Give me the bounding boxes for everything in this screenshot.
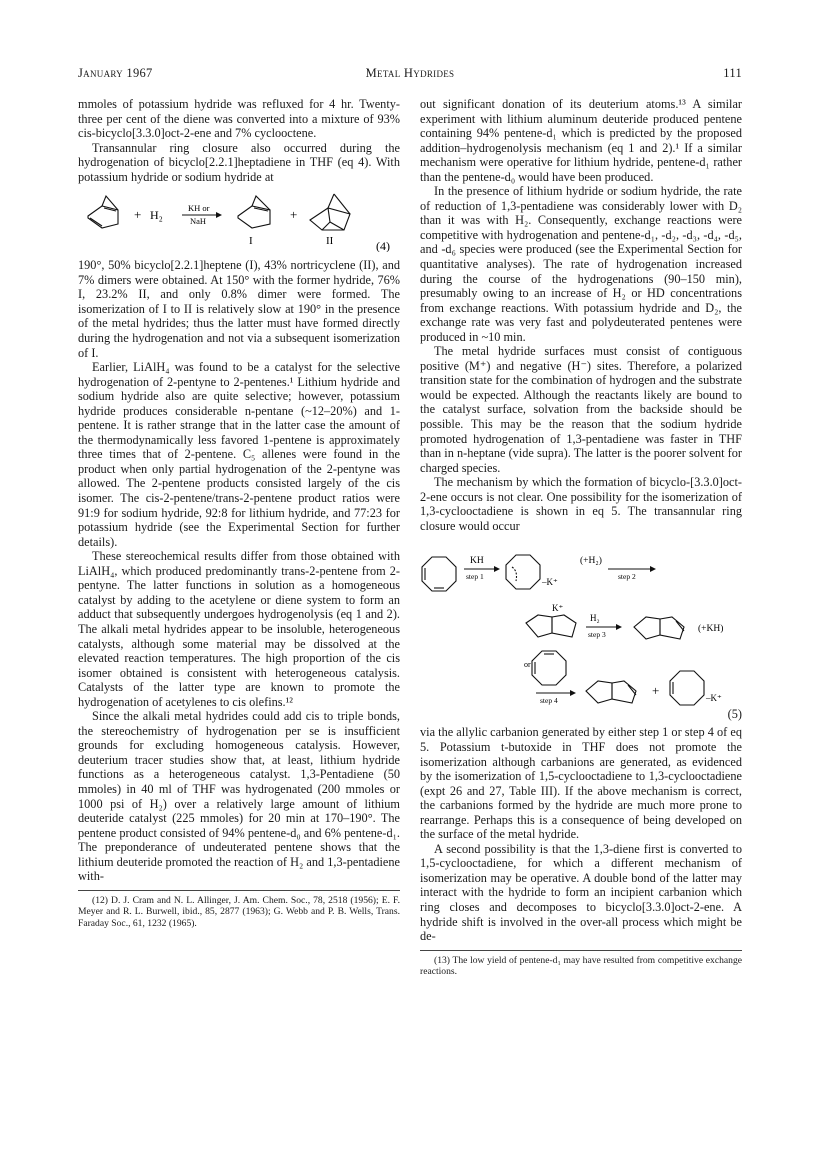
left-column [78, 97, 400, 929]
hydrogen-reagent: H₂ [590, 613, 600, 624]
paragraph: In the presence of lithium hydride or sodium hydride, the rate of reduction of 1,3-pentadiene was considerably lower with D₂ than it was with H₂. Consequently, exchange reactions were competitive with hydrogenation and pentene-d₁, -d₂, -d₃, -d₄, -d₅, and -d₆ species were produced (see the Experimental Section for quantitative analyses). The rate of hydrogenation increased during the course of the hydrogenations (90–150 min), presumably owing to an increase of H₂ or HD concentrations from exchange reactions. With potassium hydride and D₂, the exchange rate was very fast and polydeuterated pentenes were produced in ~10 min. [420, 184, 742, 344]
cyclooctadiene-structure [532, 651, 566, 685]
step3-label: step 3 [588, 630, 606, 640]
plus-sign: + [652, 683, 660, 699]
paragraph: 190°, 50% bicyclo[2.2.1]heptene (I), 43% nortricyclene (II), and 7% dimers were obtained. At 150° with the former hydride, 76% I, 23.2% II, and only 0.8% dimer were formed. The isomerization of I to II is relatively slow at 190° in the presence of the metal hydrides; thus the latter must have formed directly during the hydrogenation and not via a subsequent isomerization of I. [78, 258, 400, 360]
hydrogen-addition: (+H₂) [580, 556, 602, 567]
plus-sign: + [134, 207, 142, 223]
paragraph: A second possibility is that the 1,3-diene first is converted to 1,5-cyclooctadiene, for which a different mechanism of isomerization may be operative. A double bond of the latter may interact with the hydride to form an incipient carbanion which ring closes and decomposes to bicyclo[3.3.0]oct-2-ene. A hydride shift is involved in the over-all process which might be de- [420, 841, 742, 944]
page-number: 111 [723, 66, 742, 80]
step2-label: step 2 [618, 572, 636, 582]
equation-number: (5) [727, 707, 742, 722]
arrow-head [494, 566, 500, 572]
footnote-rule [78, 890, 400, 891]
bicyclic-carbanion-structure [526, 615, 576, 637]
arrow-head [616, 624, 622, 630]
potassium-counterion: –K⁺ [706, 693, 722, 704]
page-header [78, 66, 742, 84]
equation-5-scheme [420, 553, 742, 707]
equation-4-scheme [78, 188, 400, 252]
hydride-regenerated: (+KH) [698, 624, 724, 635]
catalyst-label-bottom: NaH [190, 216, 207, 227]
paragraph: out significant donation of its deuterium atoms.¹³ A similar experiment with lithium aluminum deuteride produced pentene containing 94% pentene-d₁ which is predicted by the proposed addition–hydrogenolysis mechanism (eq 1 and 2).¹ If a similar mechanism were operative for lithium hydride, pentene-d₁ rather than the pentene-d₀ would have been produced. [420, 97, 742, 184]
equation-4 [78, 188, 400, 252]
paragraph: The mechanism by which the formation of bicyclo-[3.3.0]oct-2-ene occurs is not clear. One possibility for the isomerization of 1,3-cyclooctadiene is shown in eq 5. The transannular ring closure would occur [420, 475, 742, 533]
compound-label-I: I [249, 235, 253, 248]
or-label: or [524, 660, 531, 670]
reagent-kh: KH [470, 556, 484, 567]
footnote-13: (13) The low yield of pentene-d₁ may have resulted from competitive exchange reactions. [420, 954, 742, 978]
arrow-head [216, 212, 222, 218]
footnote-12: (12) D. J. Cram and N. L. Allinger, J. Am. Chem. Soc., 78, 2518 (1956); E. F. Meyer and R. L. Burwell, ibid., 85, 2877 (1963); G. Webb and P. B. Wells, Trans. Faraday Soc., 61, 1232 (1965). [78, 894, 400, 929]
journal-date: January 1967 [78, 66, 153, 80]
paragraph: via the allylic carbanion generated by either step 1 or step 4 of eq 5. Potassium t-butoxide in THF does not promote the isomerization although carbanions are generated, as evidenced by the isomerization of 1,5-cyclooctadiene to 1,3-cyclooctadiene (expt 26 and 27, Table III). If the above mechanism is correct, the carbanions formed by the hydride are much more prone to rearrange. Perhaps this is a consequence of being developed on the surface of the metal hydride. [420, 725, 742, 842]
footnote-rule [420, 950, 742, 951]
norbornadiene-structure [88, 196, 118, 228]
bicyclooctene-structure [586, 681, 636, 703]
arrow-head [650, 566, 656, 572]
nortricyclene-structure [310, 194, 350, 230]
arrow-head [570, 690, 576, 696]
allylic-carbanion-structure [670, 671, 704, 705]
plus-sign: + [290, 207, 298, 223]
hydrogen-reagent: H₂ [150, 208, 163, 223]
paragraph: These stereochemical results differ from those obtained with LiAlH₄, which produced predominantly trans-2-pentene from 2-pentyne. The latter functions in solution as a homogeneous catalyst by adding to the acetylene or diene system to form an adduct that subsequently undergoes hydrogenolysis (eq 1 and 2). The alkali metal hydrides appear to be insoluble, heterogeneous catalysts, although some material may be dissolved at the elevated reaction temperatures. The high proportion of the cis isomer obtained is consistent with heterogeneous catalysis. Catalysts of the latter type are known to promote the hydrogenation of acetylenes to cis olefins.¹² [78, 549, 400, 709]
paragraph: Since the alkali metal hydrides could add cis to triple bonds, the stereochemistry of hydrogenation per se is insufficient grounds for excluding homogeneous catalysis. However, deuterium tracer studies show that, at least, lithium hydride functions as a heterogeneous catalyst. 1,3-Pentadiene (50 mmoles) in 40 ml of THF was hydrogenated (200 mmoles or 1000 psi of H₂) over a relatively large amount of lithium deuteride catalyst (225 mmoles) for 20 min at 170–190°. The pentene product consisted of 94% pentene-d₀ and 6% pentene-d₁. The preponderance of undeuterated pentene shows that the lithium deuteride promoted the reaction of H₂ and 1,3-pentadiene with- [78, 709, 400, 884]
compound-label-II: II [326, 235, 334, 248]
potassium-counterion: –K⁺ [542, 577, 558, 588]
bicyclooctene-structure [634, 617, 684, 639]
equation-number: (4) [376, 239, 390, 253]
paragraph: The metal hydride surfaces must consist of contiguous positive (M⁺) and negative (H⁻) sites. Therefore, a polarized transition state for the combination of hydrogen and the substrate would be expected. Although the reactants likely are bound to the catalyst surface, solvation from the backside should be possible. This may be the reason that the sodium hydride promoted hydrogenation of 1,3-pentadiene was faster in THF than in n-heptane (vide supra). The latter is the poorer solvent for charged species. [420, 344, 742, 475]
catalyst-label-top: KH or [188, 203, 210, 214]
cyclooctadiene-structure [422, 557, 456, 591]
right-column [420, 97, 742, 977]
potassium-counterion: K⁺ [552, 603, 564, 614]
step4-label: step 4 [540, 696, 558, 706]
allylic-carbanion-structure [506, 555, 540, 589]
paragraph: Earlier, LiAlH₄ was found to be a catalyst for the selective hydrogenation of 2-pentyne to 2-pentenes.¹ Lithium hydride and sodium hydride also are quite selective; however, potassium hydride produces considerable n-pentane (~12–20%) and 1-pentene. It is rather strange that in the latter case the amount of the thermodynamically less favored 1-pentene is approximately three times that of 2-pentene. C₅ allenes were found in the product when only partial hydrogenation of the 2-pentyne was allowed. The 2-pentene products consisted largely of the cis isomer. The cis-2-pentene/trans-2-pentene product ratios were 91:9 for sodium hydride, 92:8 for lithium hydride, and 77:23 for potassium hydride (see the Experimental Section for further details). [78, 360, 400, 549]
step1-label: step 1 [466, 572, 484, 582]
norbornene-structure [238, 196, 270, 228]
paragraph: Transannular ring closure also occurred during the hydrogenation of bicyclo[2.2.1]heptadiene in THF (eq 4). With potassium hydride or sodium hydride at [78, 140, 400, 184]
equation-5 [420, 553, 742, 722]
paragraph: mmoles of potassium hydride was refluxed for 4 hr. Twenty-three per cent of the diene was converted into a mixture of 93% cis-bicyclo[3.3.0]oct-2-ene and 7% cyclooctene. [78, 97, 400, 141]
running-title: Metal Hydrides [365, 66, 455, 80]
